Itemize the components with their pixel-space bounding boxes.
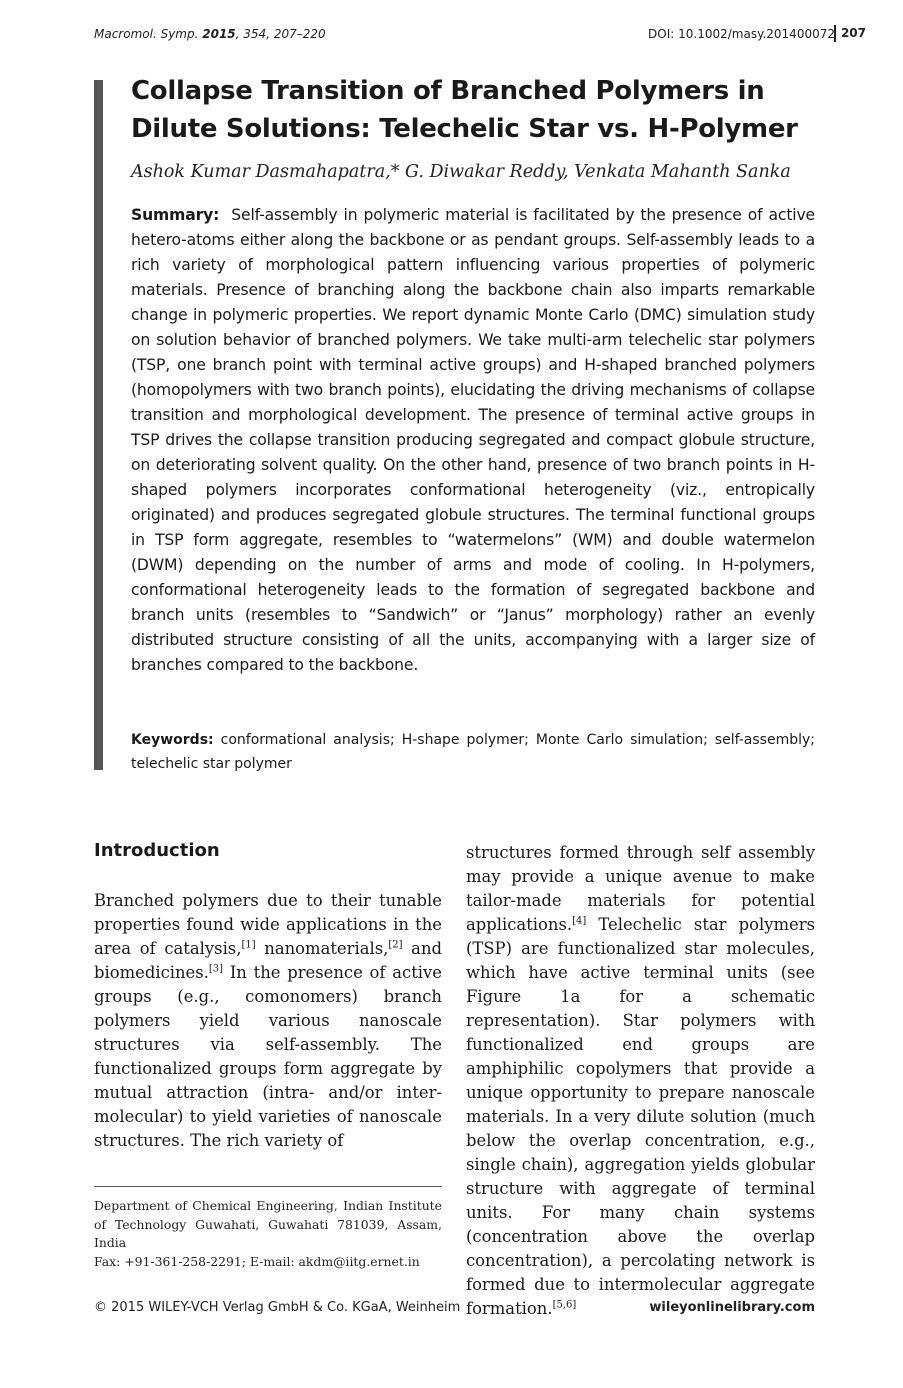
footnote-divider (94, 1186, 442, 1187)
intro-text: Branched polymers due to their tunable properties found wide applications in the area of catalysis, (94, 891, 442, 958)
affiliation-address: Department of Chemical Engineering, Indian Institute of Technology Guwahati, Guwahati 781039, Assam, India (94, 1198, 442, 1250)
copyright-notice: © 2015 WILEY-VCH Verlag GmbH & Co. KGaA, Weinheim (94, 1300, 461, 1315)
affiliation-contact: Fax: +91-361-258-2291; E-mail: akdm@iitg.ernet.in (94, 1253, 420, 1269)
keywords (131, 728, 815, 776)
introduction-right-column (466, 841, 815, 1321)
publisher-website-link[interactable]: wileyonlinelibrary.com (649, 1300, 815, 1315)
abstract-side-bar (94, 80, 103, 770)
citation-ref[interactable]: [1] (241, 939, 256, 951)
citation-ref[interactable]: [2] (388, 939, 403, 951)
keywords-text: conformational analysis; H-shape polymer; Monte Carlo simulation; self-assembly; telechelic star polymer (131, 732, 815, 772)
page-number: 207 (834, 25, 866, 42)
intro-paragraph-1 (94, 889, 442, 1153)
introduction-heading: Introduction (94, 840, 220, 861)
journal-year: 2015 (202, 27, 236, 41)
intro-text: and biomedicines. (94, 939, 442, 982)
abstract-summary (131, 203, 815, 678)
keywords-label: Keywords: (131, 732, 214, 748)
intro-text: Telechelic star polymers (TSP) are functionalized star molecules, which have active terminal units (see Figure 1a for a schematic representation). Star polymers with functionalized end groups are amphiphilic copolymers that provide a unique opportunity to prepare nanoscale materials. In a very dilute solution (much below the overlap concentration, e.g., single chain), aggregation yields globular structure with aggregate of terminal units. For many chain systems (concentration above the overlap concentration), a percolating network is formed due to intermolecular aggregate formation. (466, 915, 815, 1318)
intro-text: structures formed through self assembly may provide a unique avenue to make tailor-made materials for potential applications. (466, 843, 815, 934)
citation-ref[interactable]: [4] (572, 915, 587, 927)
citation-ref[interactable]: [5,6] (552, 1299, 577, 1311)
summary-text: Self-assembly in polymeric material is facilitated by the presence of active hetero-atoms either along the backbone or as pendant groups. Self-assembly leads to a rich variety of morphological pattern influencing various properties of polymeric materials. Presence of branching along the backbone chain also imparts remarkable change in polymeric properties. We report dynamic Monte Carlo (DMC) simulation study on solution behavior of branched polymers. We take multi-arm telechelic star polymers (TSP, one branch point with terminal active groups) and H-shaped branched polymers (homopolymers with two branch points), elucidating the driving mechanisms of collapse transition and morphological development. The presence of terminal active groups in TSP drives the collapse transition producing segregated and compact globule structure, on deteriorating solvent quality. On the other hand, presence of two branch points in H-shaped polymers incorporates conformational heterogeneity (viz., entropically originated) and produces segregated globule structures. The terminal functional groups in TSP form aggregate, resembles to “watermelons” (WM) and double watermelon (DWM) depending on the number of arms and mode of cooling. In H-polymers, conformational heterogeneity leads to the formation of segregated backbone and branch units (resembles to “Sandwich” or “Janus” morphology) rather an evenly distributed structure consisting of all the units, accompanying with a larger size of branches compared to the backbone. (131, 206, 815, 674)
citation-ref[interactable]: [3] (208, 963, 224, 975)
introduction-left-column (94, 889, 442, 1153)
journal-citation (94, 27, 326, 41)
article-title: Collapse Transition of Branched Polymers in Dilute Solutions: Telechelic Star vs. H-Polymer (131, 76, 798, 144)
author-affiliation (94, 1197, 442, 1271)
intro-text: nanomaterials, (255, 939, 389, 958)
intro-paragraph-1-cont (466, 841, 815, 1321)
summary-label: Summary: (131, 206, 220, 224)
doi[interactable]: DOI: 10.1002/masy.201400072 (648, 27, 835, 41)
journal-volume-pages: , 354, 207–220 (235, 27, 326, 41)
intro-text: In the presence of active groups (e.g., comonomers) branch polymers yield various nanoscale structures via self-assembly. The functionalized groups form aggregate by mutual attraction (intra- and/or inter-molecular) to yield varieties of nanoscale structures. The rich variety of (94, 963, 442, 1150)
author-list: Ashok Kumar Dasmahapatra,* G. Diwakar Reddy, Venkata Mahanth Sanka (131, 162, 791, 182)
journal-name: Macromol. Symp. (94, 27, 199, 41)
